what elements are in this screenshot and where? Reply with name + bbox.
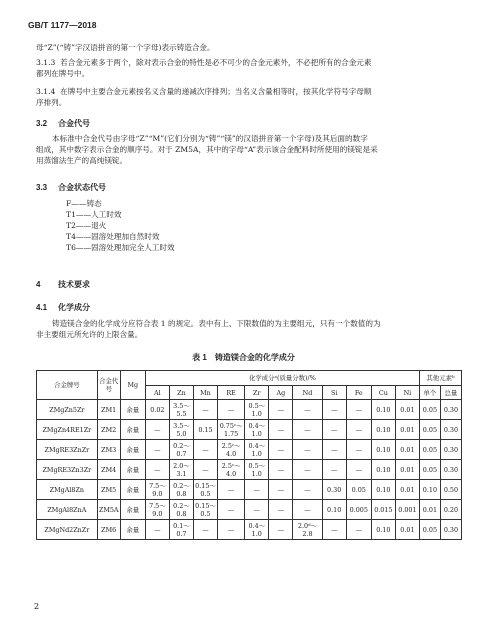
cell-value [440, 440, 461, 460]
cell-value-line: — [355, 425, 362, 434]
clause-number: 3.1.4 [36, 87, 56, 96]
header-other-sub: 单个 [419, 386, 440, 400]
cell-value [269, 500, 293, 520]
cell-mg: 余量 [120, 400, 145, 420]
header-composition: 化学成分ᵃ(质量分数)/% [145, 371, 419, 386]
clause-3-1-4 [36, 86, 372, 108]
cell-value-line: — [253, 485, 260, 494]
cell-code: ZM6 [97, 520, 120, 540]
cell-value [346, 440, 371, 460]
cell-value [193, 420, 217, 440]
clause-line: 都列在牌号中。 [36, 69, 90, 78]
cell-value [169, 480, 193, 500]
cell-value-line: 0.05 [422, 525, 438, 534]
cell-code: ZM3 [97, 440, 120, 460]
cell-value-line: 1.0 [251, 409, 262, 418]
cell-mg: 余量 [120, 480, 145, 500]
cell-value [322, 420, 346, 440]
cell-value-line: 0.01 [400, 405, 415, 414]
header-element: Si [322, 386, 346, 400]
cell-value-line: 0.30 [443, 525, 459, 534]
table-row [37, 520, 462, 540]
cell-value [293, 500, 322, 520]
cell-grade: ZMgNd2ZnZr [37, 520, 98, 540]
cell-value-line: 1.0 [251, 529, 262, 538]
cell-value-line: 3.5～ [173, 401, 190, 410]
cell-value-line: — [154, 465, 161, 474]
cell-value-line: 4.0 [226, 449, 237, 458]
cell-value-line: 1.0 [251, 429, 262, 438]
cell-code: ZM4 [97, 460, 120, 480]
cell-value-line: — [355, 445, 362, 454]
cell-value-line: 0.2～ [173, 481, 190, 490]
table-row [37, 400, 462, 420]
cell-value-line: 9.0 [152, 509, 163, 518]
paragraph-line: 铸造镁合金的化学成分应符合表 1 的规定。表中有上、下限数值的为主要组元，只有一个数值的为 [52, 319, 381, 328]
composition-table [36, 370, 462, 540]
cell-value [322, 520, 346, 540]
cell-value [322, 480, 346, 500]
cell-value [346, 420, 371, 440]
temper-code-list [66, 198, 175, 253]
cell-value-line: 0.5 [200, 509, 211, 518]
cell-value [145, 440, 169, 460]
cell-value [193, 480, 217, 500]
cell-value-line: 1.0 [251, 469, 262, 478]
cell-value-line: 0.7 [176, 449, 187, 458]
cell-value-line: 0.30 [443, 445, 459, 454]
cell-value-line: 0.5～ [248, 461, 266, 470]
cell-value [346, 460, 371, 480]
header-element: Cu [371, 386, 395, 400]
cell-value-line: 5.5 [176, 409, 187, 418]
cell-grade: ZMgAl8ZnA [37, 500, 98, 520]
cell-value [419, 440, 440, 460]
cell-value [395, 500, 419, 520]
cell-value [145, 520, 169, 540]
cell-code: ZM1 [97, 400, 120, 420]
cell-value [145, 460, 169, 480]
header-other-sub: 总量 [440, 386, 461, 400]
cell-value-line: 0.30 [443, 405, 459, 414]
cell-value [395, 520, 419, 540]
cell-value-line: — [227, 505, 235, 514]
cell-value-line: 0.02 [150, 405, 165, 414]
section-number: 4.1 [36, 303, 48, 312]
header-element: Fe [346, 386, 371, 400]
section-title: 化学成分 [58, 303, 90, 312]
cell-value [245, 500, 269, 520]
clause-line: 序排列。 [36, 98, 67, 107]
header-code: 合金代号 [97, 371, 120, 400]
cell-value [245, 460, 269, 480]
cell-value-line: 2.0～ [173, 461, 190, 470]
header-grade: 合金牌号 [37, 371, 98, 400]
temper-code-item: T4——固溶处理加自然时效 [66, 232, 160, 241]
cell-value-line: — [154, 525, 161, 534]
header-element: Mn [193, 386, 217, 400]
temper-code-item: T6——固溶处理加完全人工时效 [66, 243, 175, 252]
cell-mg: 余量 [120, 460, 145, 480]
cell-value [440, 400, 461, 420]
cell-value [395, 400, 419, 420]
paragraph-line: 非主要组元所允许的上限含量。 [36, 330, 143, 339]
cell-value-line: 0.10 [422, 485, 438, 494]
cell-value [218, 400, 245, 420]
cell-value-line: — [277, 505, 284, 514]
cell-value [440, 480, 461, 500]
cell-value-line: 0.4～ [248, 421, 266, 430]
table-row [37, 420, 462, 440]
section-number: 4 [36, 280, 41, 289]
header-element: Zr [245, 386, 269, 400]
cell-value-line: 0.8 [176, 509, 187, 518]
cell-value-line: — [277, 465, 284, 474]
cell-value [440, 520, 461, 540]
cell-value-line: 0.30 [443, 465, 459, 474]
cell-value-line: 0.75ᶜ～ [219, 421, 243, 430]
cell-value-line: 0.10 [327, 505, 342, 514]
cell-value [371, 440, 395, 460]
cell-value [193, 400, 217, 420]
cell-value-line: 0.7 [176, 529, 187, 538]
cell-value [371, 520, 395, 540]
cell-value [145, 480, 169, 500]
cell-value-line: — [304, 405, 311, 414]
cell-value [419, 520, 440, 540]
cell-value-line: — [277, 405, 284, 414]
cell-value-line: — [202, 525, 209, 534]
cell-value-line: 0.10 [376, 405, 391, 414]
cell-value [371, 420, 395, 440]
header-element: Ni [395, 386, 419, 400]
cell-value [169, 460, 193, 480]
cell-value-line: — [154, 445, 161, 454]
cell-value [145, 500, 169, 520]
cell-value-line: 0.001 [398, 505, 417, 514]
clause-3-1-3 [36, 57, 372, 79]
cell-value [269, 400, 293, 420]
cell-value [371, 480, 395, 500]
cell-value-line: — [227, 485, 235, 494]
cell-value [245, 440, 269, 460]
cell-value-line: 0.005 [349, 505, 368, 514]
paragraph-line: 组成，其中数字表示合金的顺序号。对于 ZM5A，其中的字母“A”表示该合金配料时所使用的镁锭是采 [36, 145, 378, 154]
cell-value [193, 520, 217, 540]
cell-value [293, 440, 322, 460]
temper-code-item: F——铸态 [66, 199, 102, 208]
cell-value [346, 520, 371, 540]
paragraph-intro-tail: 母“Z”(“铸”字汉语拼音的第一个字母)表示铸造合金。 [36, 43, 215, 52]
cell-value [245, 520, 269, 540]
cell-value [293, 400, 322, 420]
cell-value [269, 460, 293, 480]
cell-value-line: 4.0 [226, 469, 237, 478]
cell-value-line: 0.5 [200, 489, 211, 498]
cell-value-line: 0.4～ [248, 521, 266, 530]
cell-value-line: — [154, 425, 161, 434]
cell-value [440, 460, 461, 480]
cell-value-line: 2.5ᶜ～ [221, 461, 241, 470]
cell-value-line: 0.05 [422, 405, 438, 414]
cell-value-line: 5.0 [176, 429, 187, 438]
cell-mg: 余量 [120, 520, 145, 540]
cell-grade: ZMgAl8Zn [37, 480, 98, 500]
header-element: Zn [169, 386, 193, 400]
cell-value-line: — [227, 525, 235, 534]
cell-value-line: — [277, 485, 284, 494]
cell-value-line: — [330, 425, 338, 434]
cell-value [269, 420, 293, 440]
cell-value-line: 3.5～ [173, 421, 190, 430]
cell-value-line: 0.5～ [248, 401, 266, 410]
cell-value-line: 0.8 [176, 489, 187, 498]
cell-value-line: 2.0ᵈ～ [297, 521, 318, 530]
cell-value-line: — [304, 425, 311, 434]
cell-mg: 余量 [120, 440, 145, 460]
cell-value [371, 460, 395, 480]
cell-value [419, 420, 440, 440]
cell-value-line: 2.8 [302, 529, 313, 538]
cell-value [346, 480, 371, 500]
cell-value [193, 440, 217, 460]
section-heading-3-3 [36, 182, 106, 193]
paragraph-3-2 [36, 133, 461, 166]
cell-value-line: 7.5～ [149, 501, 166, 510]
cell-value [346, 400, 371, 420]
cell-value [218, 460, 245, 480]
cell-value [169, 520, 193, 540]
cell-grade: ZMgZn5Zr [37, 400, 98, 420]
cell-value-line: 0.01 [400, 485, 415, 494]
section-heading-3-2 [36, 118, 90, 129]
clause-number: 3.1.3 [36, 58, 56, 67]
cell-value [169, 500, 193, 520]
cell-value [218, 440, 245, 460]
section-title: 合金代号 [58, 119, 90, 128]
cell-value [440, 420, 461, 440]
cell-value [218, 520, 245, 540]
cell-value-line: 9.0 [152, 489, 163, 498]
cell-value [293, 420, 322, 440]
cell-value-line: — [330, 405, 338, 414]
cell-value [293, 480, 322, 500]
cell-value-line: 0.01 [400, 445, 415, 454]
header-other-elements: 其他元素ᵇ [419, 371, 461, 386]
cell-value-line: 0.50 [443, 485, 459, 494]
cell-value-line: — [304, 445, 311, 454]
cell-value [145, 420, 169, 440]
cell-value-line: 0.05 [422, 465, 438, 474]
clause-line: 若合金元素多于两个，除对表示合金的特性是必不可少的合金元素外，不必把所有的合金元素 [60, 58, 372, 67]
section-heading-4 [36, 279, 90, 290]
cell-value [419, 480, 440, 500]
cell-value-line: 0.15～ [195, 501, 216, 510]
cell-value-line: 0.10 [376, 525, 391, 534]
cell-value-line: — [253, 505, 260, 514]
cell-value [245, 400, 269, 420]
cell-value-line: 0.1～ [173, 521, 190, 530]
cell-value-line: — [202, 405, 209, 414]
cell-value-line: — [277, 525, 284, 534]
cell-value [395, 440, 419, 460]
cell-grade: ZMgZn4RE1Zr [37, 420, 98, 440]
cell-value [218, 500, 245, 520]
header-mg: Mg [120, 371, 145, 400]
cell-value [395, 480, 419, 500]
cell-value-line: 2.5ᶜ～ [221, 441, 241, 450]
cell-value [145, 400, 169, 420]
cell-value [322, 400, 346, 420]
cell-value-line: 0.05 [351, 485, 366, 494]
header-element: Al [145, 386, 169, 400]
cell-value-line: 0.05 [422, 425, 438, 434]
cell-value [322, 500, 346, 520]
header-element: RE [218, 386, 245, 400]
paragraph-line: 本标准中合金代号由字母“Z”“M”(它们分别为“铸”“镁”的汉语拼音第一个字母)及其后面的数字 [52, 134, 368, 143]
cell-mg: 余量 [120, 500, 145, 520]
cell-value-line: — [202, 445, 209, 454]
cell-value-line: 0.30 [327, 485, 342, 494]
cell-value-line: — [330, 525, 338, 534]
cell-value [371, 400, 395, 420]
cell-value-line: 7.5～ [149, 481, 166, 490]
cell-value [419, 500, 440, 520]
cell-value [322, 460, 346, 480]
cell-value-line: 0.015 [374, 505, 393, 514]
cell-value-line: — [330, 445, 338, 454]
cell-code: ZM2 [97, 420, 120, 440]
cell-value-line: 0.10 [376, 485, 391, 494]
cell-value-line: — [304, 505, 311, 514]
cell-grade: ZMgRE3Zn3Zr [37, 460, 98, 480]
cell-mg: 余量 [120, 420, 145, 440]
cell-value-line: — [355, 525, 362, 534]
cell-value-line: — [202, 465, 209, 474]
table-row [37, 460, 462, 480]
header-element: Ag [269, 386, 293, 400]
cell-grade: ZMgRE3ZnZr [37, 440, 98, 460]
section-title: 技术要求 [58, 280, 90, 289]
cell-value-line: 0.10 [376, 445, 391, 454]
cell-value [218, 480, 245, 500]
cell-value [218, 420, 245, 440]
cell-value [371, 500, 395, 520]
cell-value-line: 0.15 [198, 425, 213, 434]
cell-value [346, 500, 371, 520]
cell-code: ZM5A [97, 500, 120, 520]
cell-value-line: — [355, 465, 362, 474]
table-row [37, 440, 462, 460]
cell-value-line: 0.2～ [173, 501, 190, 510]
cell-value-line: — [355, 405, 362, 414]
cell-value [245, 480, 269, 500]
section-heading-4-1 [36, 302, 90, 313]
section-title: 合金状态代号 [58, 183, 106, 192]
cell-value-line: 0.01 [400, 525, 415, 534]
cell-value [293, 520, 322, 540]
cell-value [269, 480, 293, 500]
cell-value-line: 0.01 [400, 465, 415, 474]
standard-number: GB/T 1177—2018 [28, 20, 97, 30]
cell-value-line: 0.2～ [173, 441, 190, 450]
cell-value-line: 0.05 [422, 445, 438, 454]
cell-value-line: 0.01 [400, 425, 415, 434]
clause-line: 在牌号中主要合金元素按名义含量的递减次序排列；当名义含量相等时，按其化学符号字母顺 [60, 87, 372, 96]
cell-value-line: 1.0 [251, 449, 262, 458]
cell-value-line: 1.75 [224, 429, 239, 438]
cell-value-line: 0.01 [422, 505, 438, 514]
paragraph-4-1 [36, 318, 461, 340]
cell-value [169, 420, 193, 440]
cell-value-line: 0.10 [376, 465, 391, 474]
cell-value-line: — [277, 445, 284, 454]
cell-value [169, 400, 193, 420]
paragraph-line: 用蒸馏法生产的高纯镁锭。 [36, 156, 128, 165]
cell-value-line: 0.4～ [248, 441, 266, 450]
cell-value [193, 500, 217, 520]
table-row [37, 480, 462, 500]
cell-value-line: — [227, 405, 235, 414]
cell-value-line: 0.10 [376, 425, 391, 434]
table-row [37, 500, 462, 520]
cell-value-line: 0.20 [443, 505, 459, 514]
cell-value [419, 460, 440, 480]
cell-value [322, 440, 346, 460]
page-number: 2 [34, 602, 40, 611]
cell-value [193, 460, 217, 480]
cell-value [169, 440, 193, 460]
cell-value-line: — [304, 485, 311, 494]
cell-value [419, 400, 440, 420]
cell-code: ZM5 [97, 480, 120, 500]
table-caption: 表 1 铸造镁合金的化学成分 [192, 353, 295, 362]
cell-value [395, 460, 419, 480]
cell-value-line: — [330, 465, 338, 474]
temper-code-item: T1——人工时效 [66, 210, 122, 219]
section-number: 3.3 [36, 183, 48, 192]
temper-code-item: T2——退火 [66, 221, 107, 230]
cell-value [395, 420, 419, 440]
cell-value-line: 0.30 [443, 425, 459, 434]
cell-value [440, 500, 461, 520]
cell-value [269, 440, 293, 460]
cell-value [245, 420, 269, 440]
cell-value [269, 520, 293, 540]
header-element: Nd [293, 386, 322, 400]
cell-value [293, 460, 322, 480]
section-number: 3.2 [36, 119, 48, 128]
cell-value-line: — [277, 425, 284, 434]
cell-value-line: 3.1 [176, 469, 187, 478]
cell-value-line: 0.15～ [195, 481, 216, 490]
cell-value-line: — [304, 465, 311, 474]
